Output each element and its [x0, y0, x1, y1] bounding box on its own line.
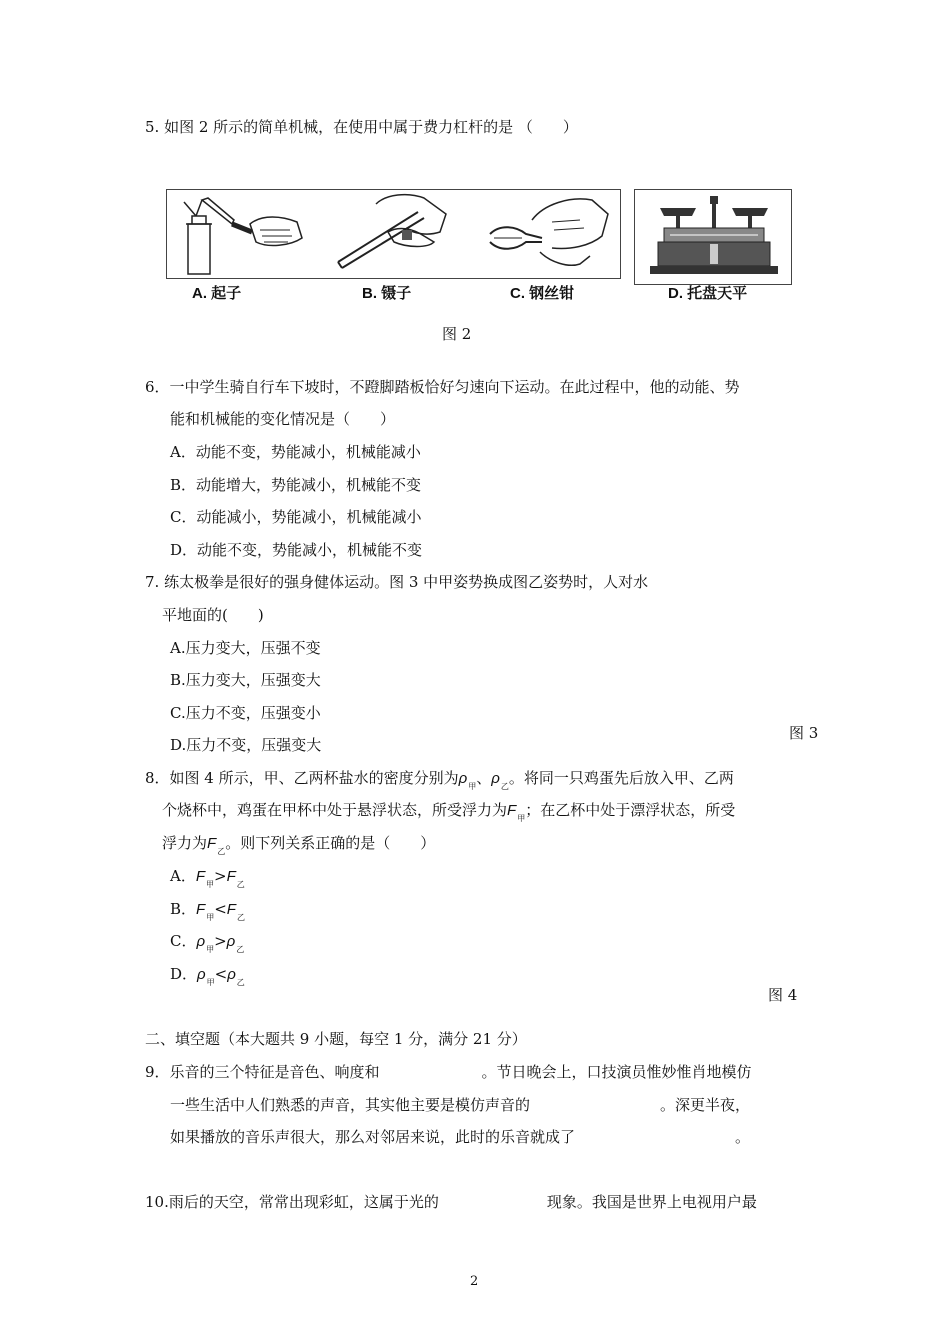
q7-option-d: D.压力不变，压强变大	[170, 736, 322, 754]
q9-line3: 如果播放的音乐声很大，那么对邻居来说，此时的乐音就成了 。	[170, 1128, 751, 1146]
q8-option-c: C．$\rho_甲>\rho_乙$	[170, 932, 245, 954]
q6-option-c: C．动能减小，势能减小，机械能减小	[170, 508, 422, 526]
q9-line1: 9．乐音的三个特征是音色、响度和 。节日晚会上，口技演员惟妙惟肖地模仿	[145, 1063, 752, 1081]
page-number: 2	[470, 1274, 479, 1289]
q7-option-c: C.压力不变，压强变小	[170, 704, 321, 722]
figure-2-caption: 图 2	[442, 325, 472, 343]
q8-option-d: D．$\rho_甲<\rho_乙$	[170, 965, 245, 987]
q6-line1: 6．一中学生骑自行车下坡时，不蹬脚踏板恰好匀速向下运动。在此过程中，他的动能、势	[145, 378, 740, 396]
q6-option-b: B．动能增大，势能减小，机械能不变	[170, 476, 422, 494]
q8-option-a: A．$F_甲>F_乙$	[170, 867, 245, 889]
balance-image	[640, 192, 786, 278]
figure-3-caption: 图 3	[789, 724, 819, 742]
q8-option-b: B．$F_甲<F_乙$	[170, 900, 245, 922]
option-c-label: C. 钢丝钳	[510, 285, 575, 302]
q8-line2: 个烧杯中，鸡蛋在甲杯中处于悬浮状态，所受浮力为$F_甲$；在乙杯中处于漂浮状态，所受	[162, 801, 736, 823]
q9-line2: 一些生活中人们熟悉的声音，其实他主要是模仿声音的 。深更半夜，	[170, 1096, 751, 1114]
q8-line1: 8．如图 4 所示，甲、乙两杯盐水的密度分别为$\rho_甲$、$\rho_乙$。将同一只鸡蛋先后放入甲、乙两	[145, 769, 734, 791]
q6-line2: 能和机械能的变化情况是（ ）	[170, 410, 396, 428]
q6-option-a: A．动能不变，势能减小，机械能减小	[170, 443, 421, 461]
option-b-label: B. 镊子	[362, 285, 412, 302]
q10-line1: 10.雨后的天空，常常出现彩虹，这属于光的 现象。我国是世界上电视用户最	[145, 1193, 757, 1211]
bottle-opener-image	[172, 194, 312, 276]
q7-option-a: A.压力变大，压强不变	[170, 639, 321, 657]
option-a-label: A. 起子	[192, 285, 242, 302]
section-2-heading: 二、填空题（本大题共 9 小题，每空 1 分，满分 21 分）	[145, 1030, 527, 1048]
q6-option-d: D．动能不变，势能减小，机械能不变	[170, 541, 423, 559]
option-d-label: D. 托盘天平	[668, 285, 748, 302]
q7-line2: 平地面的( )	[162, 606, 264, 624]
tweezers-image	[328, 192, 458, 274]
q5-text: 5. 如图 2 所示的简单机械，在使用中属于费力杠杆的是 （ ）	[145, 118, 578, 136]
q8-line3: 浮力为$F_乙$。则下列关系正确的是（ ）	[162, 834, 436, 856]
figure-4-caption: 图 4	[768, 986, 798, 1004]
pliers-image	[480, 190, 616, 274]
q7-option-b: B.压力变大，压强变大	[170, 671, 321, 689]
q7-line1: 7. 练太极拳是很好的强身健体运动。图 3 中甲姿势换成图乙姿势时，人对水	[145, 573, 649, 591]
